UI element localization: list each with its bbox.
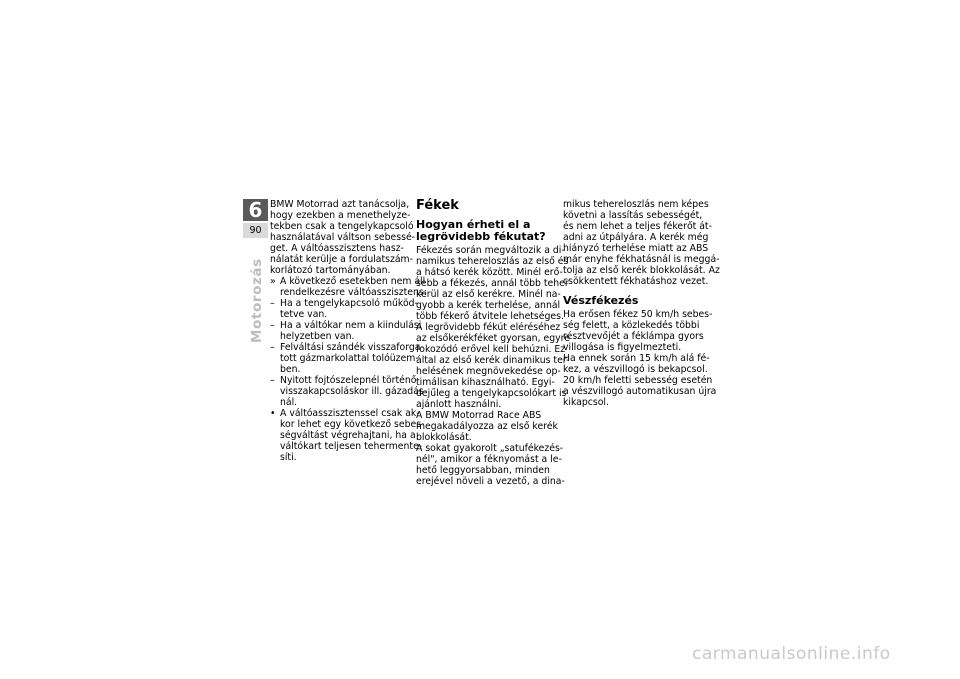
text-line: az elsőkerékféket gyorsan, egyre	[416, 333, 570, 344]
column-right	[563, 199, 720, 408]
text-line: ség felett, a közlekedés többi	[563, 320, 700, 331]
page-number: 90	[243, 223, 268, 238]
text-line: váltókart teljesen tehermente-	[280, 441, 423, 452]
text-line: A BMW Motorrad Race ABS	[416, 410, 542, 421]
text-line: Ha a váltókar nem a kiindulási	[280, 320, 422, 331]
text-line: 20 km/h feletti sebesség esetén	[563, 375, 713, 386]
text-line: tott gázmarkolattal tolóüzem-	[280, 353, 419, 364]
column-middle	[416, 198, 570, 487]
bullet-marker: •	[270, 408, 276, 419]
text-line: dejűleg a tengelykapcsolókart is	[416, 388, 567, 399]
text-line: nál.	[280, 397, 298, 408]
text-line: Ha erősen fékez 50 km/h sebes-	[563, 309, 713, 320]
text-line: helyzetben van.	[280, 331, 355, 342]
text-line: a vészvillogó automatikusan újra	[563, 386, 717, 397]
text-line: hető leggyorsabban, minden	[416, 465, 550, 476]
text-line: tetve van.	[280, 309, 328, 320]
text-line: tekben csak a tengelykapcsoló	[270, 221, 414, 232]
text-line: A sokat gyakorolt „satufékezés-	[416, 443, 564, 454]
text-line: mikus tehereloszlás nem képes	[563, 199, 709, 210]
dash-marker: –	[270, 342, 275, 353]
text-line: gyobb a kerék terhelése, annál	[416, 300, 561, 311]
dash-item	[270, 298, 418, 320]
text-line: és nem lehet a teljes fékerőt át-	[563, 221, 712, 232]
text-line: hogy ezekben a menethelyze-	[270, 210, 411, 221]
watermark: carmanualsonline.info	[692, 644, 891, 664]
text-line: követni a lassítás sebességét,	[563, 210, 703, 221]
text-line: A legrövidebb fékút eléréséhez	[416, 322, 561, 333]
text-line: ben.	[280, 364, 301, 375]
text-line: villogása is figyelmezteti.	[563, 342, 682, 353]
text-line: get. A váltóasszisztens hasz-	[270, 243, 404, 254]
dash-marker: –	[270, 320, 275, 331]
text-line: Felváltási szándék visszaforga-	[280, 342, 424, 353]
chapter-number: 6	[243, 199, 268, 221]
arrow-marker: »	[270, 276, 276, 287]
text-line: Ha ennek során 15 km/h alá fé-	[563, 353, 710, 364]
text-line: csökkentett fékhatáshoz vezet.	[563, 276, 709, 287]
dash-item	[270, 375, 428, 408]
text-line: nálatát kerülje a fordulatszám-	[270, 254, 413, 265]
text-line: kerül az első kerékre. Minél na-	[416, 289, 561, 300]
text-line: helésének megnövekedése op-	[416, 366, 561, 377]
text-line: Fékezés során megváltozik a di-	[416, 245, 565, 256]
bullet-item	[270, 408, 425, 463]
text-line: visszakapcsoláskor ill. gázadás-	[280, 386, 428, 397]
text-line: korlátozó tartományában.	[270, 265, 391, 276]
subheading	[563, 295, 701, 307]
text-line: fokozódó erővel kell behúzni. Ez	[416, 344, 566, 355]
text-line: A váltóasszisztenssel csak ak-	[280, 408, 420, 419]
text-line: nél", amikor a féknyomást a le-	[416, 454, 562, 465]
text-line: több fékerő átvitele lehetséges.	[416, 311, 564, 322]
column-left	[270, 199, 428, 463]
text-line: namikus tehereloszlás az első és	[416, 256, 569, 267]
text-line: használatával váltson sebessé-	[270, 232, 416, 243]
arrow-note	[270, 276, 427, 298]
text-line: kikapcsol.	[563, 397, 609, 408]
dash-marker: –	[270, 298, 275, 309]
subheading-line: Vészfékezés	[563, 294, 639, 307]
text-line: A következő esetekben nem áll	[280, 276, 426, 287]
text-line: síti.	[280, 452, 297, 463]
dash-item	[270, 320, 422, 342]
text-line: kez, a vészvillogó is bekapcsol.	[563, 364, 708, 375]
text-line: résztvevőjét a féklámpa gyors	[563, 331, 704, 342]
text-line: sebb a fékezés, annál több teher	[416, 278, 569, 289]
text-line: hiányzó terhelése miatt az ABS	[563, 243, 709, 254]
body-paragraph	[563, 309, 717, 408]
text-line: erejével növeli a vezető, a dina-	[416, 476, 565, 487]
text-line: BMW Motorrad azt tanácsolja,	[270, 199, 410, 210]
text-line: kor lehet egy következő sebes-	[280, 419, 425, 430]
subheading-line: Hogyan érheti el a	[416, 218, 531, 231]
dash-marker: –	[270, 375, 275, 386]
section-title: Fékek	[416, 198, 459, 213]
subheading-line: legrövidebb fékutat?	[416, 230, 546, 243]
dash-item	[270, 342, 424, 375]
text-line: Nyitott fojtószelepnél történő	[280, 375, 417, 386]
text-line: ségváltást végrehajtani, ha a	[280, 430, 416, 441]
text-line: a hátsó kerék között. Minél erő-	[416, 267, 563, 278]
text-line: adni az útpályára. A kerék még	[563, 232, 709, 243]
text-line: Ha a tengelykapcsoló működ-	[280, 298, 418, 309]
body-paragraph	[416, 245, 570, 487]
text-line: ajánlott használni.	[416, 399, 502, 410]
text-line: timálisan kihasználható. Egyi-	[416, 377, 555, 388]
intro-paragraph	[270, 199, 416, 276]
subheading	[416, 219, 548, 243]
text-line: blokkolását.	[416, 432, 472, 443]
text-line: megakadályozza az első kerék	[416, 421, 558, 432]
text-line: már enyhe fékhatásnál is meggá-	[563, 254, 720, 265]
text-line: tolja az első kerék blokkolását. Az	[563, 265, 720, 276]
text-line: által az első kerék dinamikus ter-	[416, 355, 570, 366]
body-paragraph	[563, 199, 720, 287]
text-line: rendelkezésre váltóasszisztens:	[280, 287, 427, 298]
chapter-side-title: Motorozás	[249, 258, 265, 343]
